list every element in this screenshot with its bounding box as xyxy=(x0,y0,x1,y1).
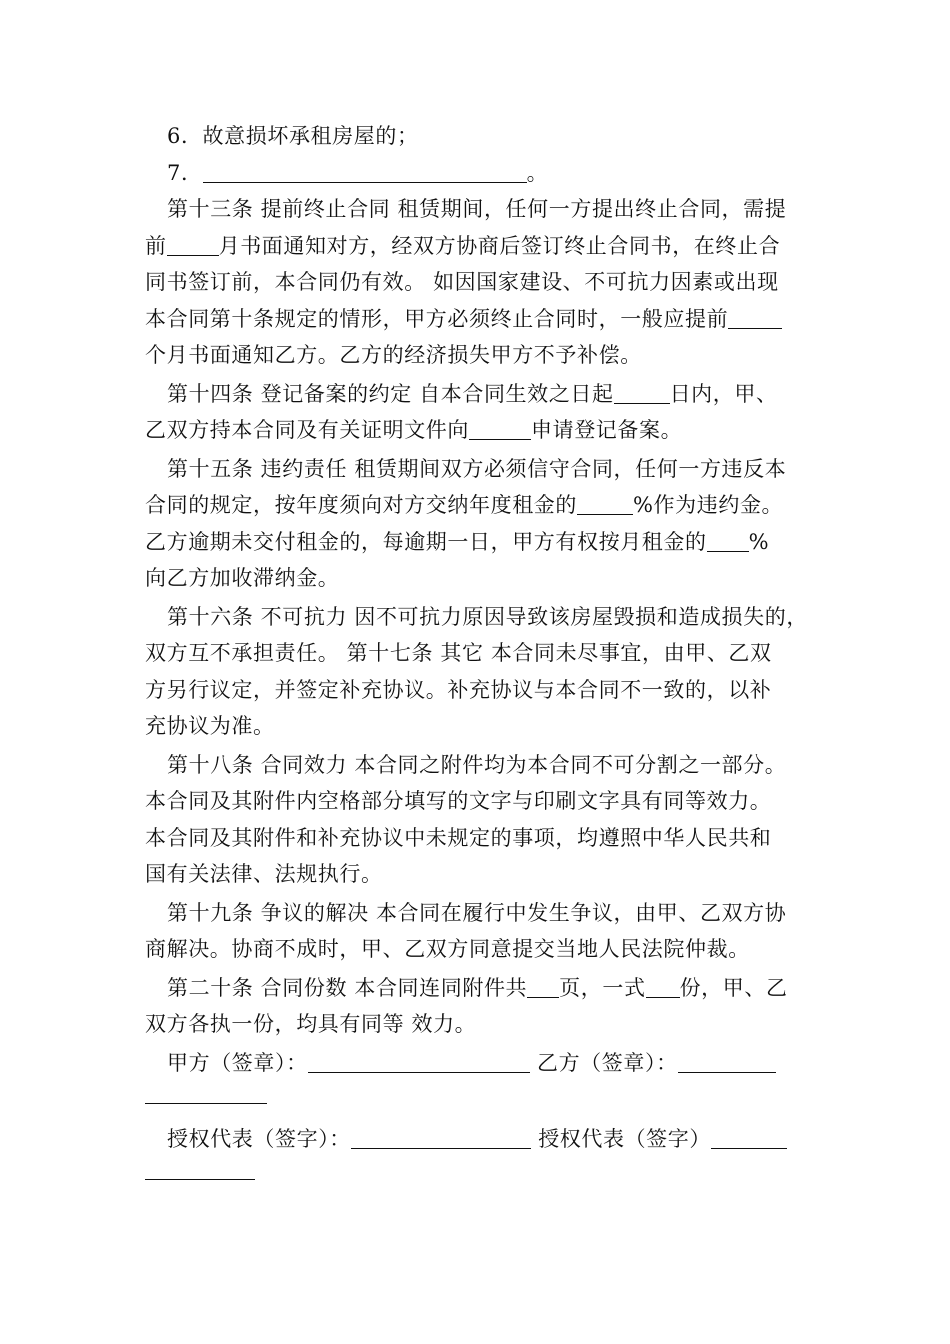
art15-line2: 合同的规定，按年度须向对方交纳年度租金的 %作为违约金。 xyxy=(145,493,784,517)
art13-line4: 本合同第十条规定的情形，甲方必须终止合同时，一般应提前 xyxy=(145,301,825,338)
article-13 xyxy=(145,191,825,374)
art15-line4: 向乙方加收滞纳金。 xyxy=(145,566,340,590)
signature-block xyxy=(145,1043,825,1195)
rep-a-label: 授权代表（签字）： xyxy=(167,1126,351,1151)
art20-pages-blank[interactable] xyxy=(527,977,559,998)
article-19 xyxy=(145,895,825,968)
art15-penalty-blank[interactable] xyxy=(577,494,633,515)
art13-line1: 第十三条 提前终止合同 租赁期间，任何一方提出终止合同，需提 xyxy=(167,197,787,221)
art14-line2: 乙双方持本合同及有关证明文件向 申请登记备案。 xyxy=(145,418,683,442)
article-16 xyxy=(145,599,825,745)
art15-line3: 乙方逾期未交付租金的，每逾期一日，甲方有权按月租金的 % xyxy=(145,529,770,554)
item-7-blank[interactable] xyxy=(203,162,527,183)
art18-line4: 国有关法律、法规执行。 xyxy=(145,862,383,886)
article-14 xyxy=(145,376,825,449)
art20-copies-blank[interactable] xyxy=(646,977,680,998)
art14-line1: 第十四条 登记备案的约定 自本合同生效之日起 日内，甲、 xyxy=(167,381,778,406)
sig-rep-line xyxy=(145,1119,825,1159)
art13-line3: 同书签订前，本合同仍有效。 如因国家建设、不可抗力因素或出现 xyxy=(145,270,779,294)
sig-party-line xyxy=(145,1043,825,1083)
art16-line4: 充协议为准。 xyxy=(145,714,275,738)
party-b-label: 乙方（签章）： xyxy=(536,1050,678,1075)
art20-line1: 第二十条 合同份数 本合同连同附件共 页，一式 份，甲、乙 xyxy=(167,975,788,1000)
article-20 xyxy=(145,970,825,1043)
art13-notice-blank[interactable] xyxy=(728,308,782,329)
art13-month-blank[interactable] xyxy=(167,235,219,256)
art15-late-fee-blank[interactable] xyxy=(707,531,749,552)
item-7-suffix: 。 xyxy=(526,160,549,185)
article-18 xyxy=(145,747,825,893)
rep-a-sign-field[interactable] xyxy=(351,1128,531,1149)
clause-item-6 xyxy=(145,118,825,155)
art14-authority-blank[interactable] xyxy=(469,419,531,440)
art20-line2: 双方各执一份，均具有同等 效力。 xyxy=(145,1012,477,1036)
art19-line1: 第十九条 争议的解决 本合同在履行中发生争议，由甲、乙双方协 xyxy=(167,900,787,925)
art19-line2: 商解决。协商不成时，甲、乙双方同意提交当地人民法院仲裁。 xyxy=(145,937,750,961)
party-b-sign-continuation xyxy=(145,1083,825,1119)
rep-b-sign-continuation xyxy=(145,1159,825,1195)
rep-b-sign-field[interactable] xyxy=(711,1128,787,1149)
art15-line1: 第十五条 违约责任 租赁期间双方必须信守合同，任何一方违反本 xyxy=(167,456,787,481)
article-15 xyxy=(145,451,825,597)
party-a-label: 甲方（签章）： xyxy=(167,1050,308,1075)
art13-line2: 前 月书面通知对方，经双方协商后签订终止合同书，在终止合 xyxy=(145,233,781,258)
art18-line1: 第十八条 合同效力 本合同之附件均为本合同不可分割之一部分。 xyxy=(167,752,787,777)
art18-line3: 本合同及其附件和补充协议中未规定的事项，均遵照中华人民共和 xyxy=(145,825,772,850)
art14-days-blank[interactable] xyxy=(614,383,670,404)
party-b-sign-field[interactable] xyxy=(678,1052,776,1073)
art16-line1: 第十六条 不可抗力 因不可抗力原因导致该房屋毁损和造成损失的， xyxy=(167,604,808,629)
party-a-sign-field[interactable] xyxy=(308,1052,530,1073)
contract-page xyxy=(145,118,825,1195)
art13-line5: 个月书面通知乙方。乙方的经济损失甲方不予补偿。 xyxy=(145,343,642,367)
item-7-prefix: 7． xyxy=(167,160,203,185)
party-b-sign-field-cont[interactable] xyxy=(145,1083,267,1104)
art16-line2: 双方互不承担责任。 第十七条 其它 本合同未尽事宜，由甲、乙双 xyxy=(145,641,772,665)
art16-line3: 方另行议定，并签定补充协议。补充协议与本合同不一致的，以补 xyxy=(145,677,772,702)
rep-b-label: 授权代表（签字） xyxy=(538,1126,711,1151)
item-6-text: 6．故意损坏承租房屋的； xyxy=(167,124,419,148)
art18-line2: 本合同及其附件内空格部分填写的文字与印刷文字具有同等效力。 xyxy=(145,789,772,813)
rep-b-sign-field-cont[interactable] xyxy=(145,1159,255,1180)
clause-item-7 xyxy=(145,155,825,192)
